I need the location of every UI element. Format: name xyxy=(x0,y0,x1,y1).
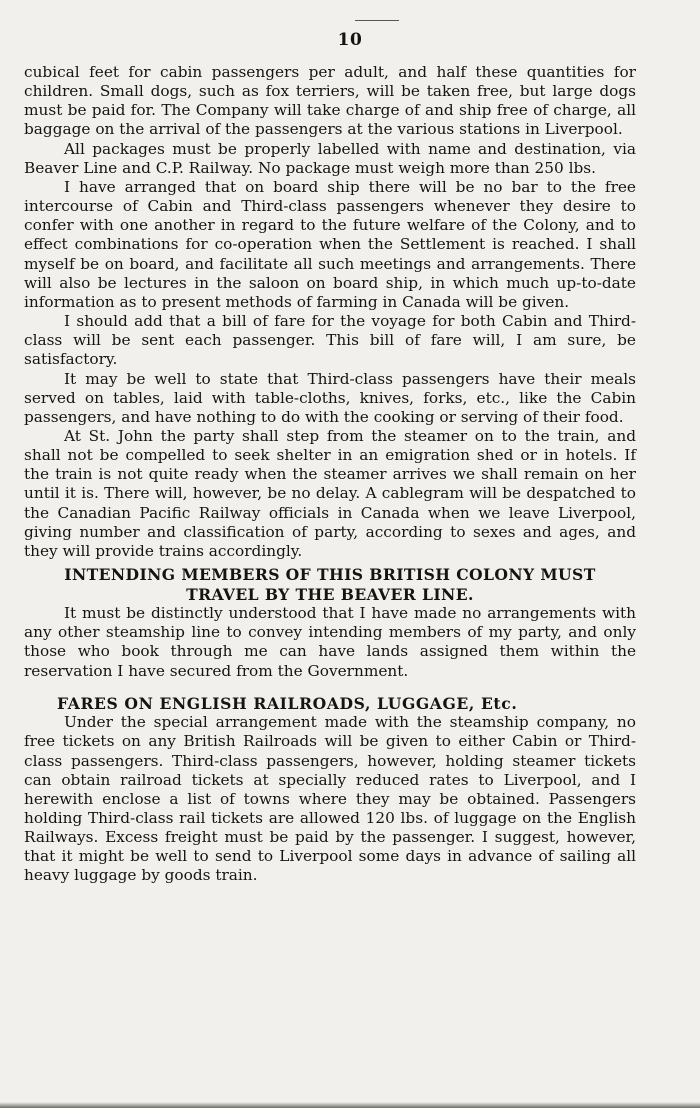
heading-beaver-line xyxy=(24,565,636,604)
scan-edge-shadow xyxy=(0,1102,700,1108)
paragraph-arrangements: It must be distinctly understood that I have made no arrangements with any other steamship line to convey intending members of my party, and only those who book through me can have lands assigned them within the reservation I have secured from the Government. xyxy=(24,604,636,680)
paragraph-meals: It may be well to state that Third-class passengers have their meals served on tables, laid with table-cloths, knives, forks, etc., like the Cabin passengers, and have nothing to do with the cooking or serving of their food. xyxy=(24,369,636,426)
heading-fares: FARES ON ENGLISH RAILROADS, LUGGAGE, Etc. xyxy=(57,693,518,713)
heading-beaver-line-1: INTENDING MEMBERS OF THIS BRITISH COLONY MUST xyxy=(64,565,596,585)
paragraph-baggage: cubical feet for cabin passengers per adult, and half these quantities for children. Small dogs, such as fox terriers, will be taken free, but large dogs must be paid for. The Company will take charge of and ship free of charge, all baggage on the arrival of the passengers at the various stations in Liverpool. xyxy=(24,63,636,139)
top-rule xyxy=(355,20,399,21)
page-number: 10 xyxy=(337,30,363,50)
paragraph-packages: All packages must be properly labelled with name and destination, via Beaver Line and C.P. Railway. No package must weigh more than 250 lbs. xyxy=(24,139,636,177)
page-body xyxy=(24,63,636,886)
paragraph-st-john: At St. John the party shall step from the steamer on to the train, and shall not be compelled to seek shelter in an emigration shed or in hotels. If the train is not quite ready when the steamer arrives we shall remain on her until it is. There will, however, be no delay. A cablegram will be despatched to the Canadian Pacific Railway officials in Canada when we leave Liverpool, giving number and classification of party, according to sexes and ages, and they will provide trains accordingly. xyxy=(24,426,636,560)
paragraph-railroads: Under the special arrangement made with the steamship company, no free tickets on any British Railroads will be given to either Cabin or Third-class passengers. Third-class passengers, however, holding steamer tickets can obtain railroad tickets at specially reduced rates to Liverpool, and I herewith enclose a list of towns where they may be obtained. Passengers holding Third-class rail tickets are allowed 120 lbs. of luggage on the English Railways. Excess freight must be paid by the passenger. I suggest, however, that it might be well to send to Liverpool some days in advance of sailing all heavy luggage by goods train. xyxy=(24,713,636,885)
paragraph-bill-of-fare: I should add that a bill of fare for the voyage for both Cabin and Third-class will be sent each passenger. This bill of fare will, I am sure, be satisfactory. xyxy=(24,312,636,369)
heading-beaver-line-2: TRAVEL BY THE BEAVER LINE. xyxy=(186,584,474,604)
paragraph-intercourse: I have arranged that on board ship there will be no bar to the free intercourse of Cabin and Third-class passengers whenever they desire to confer with one another in regard to the future welfare of the Colony, and to effect combinations for co-operation when the Settlement is reached. I shall myself be on board, and facilitate all such meetings and arrangements. There will also be lectures in the saloon on board ship, in which much up-to-date information as to present methods of farming in Canada will be given. xyxy=(24,177,636,311)
